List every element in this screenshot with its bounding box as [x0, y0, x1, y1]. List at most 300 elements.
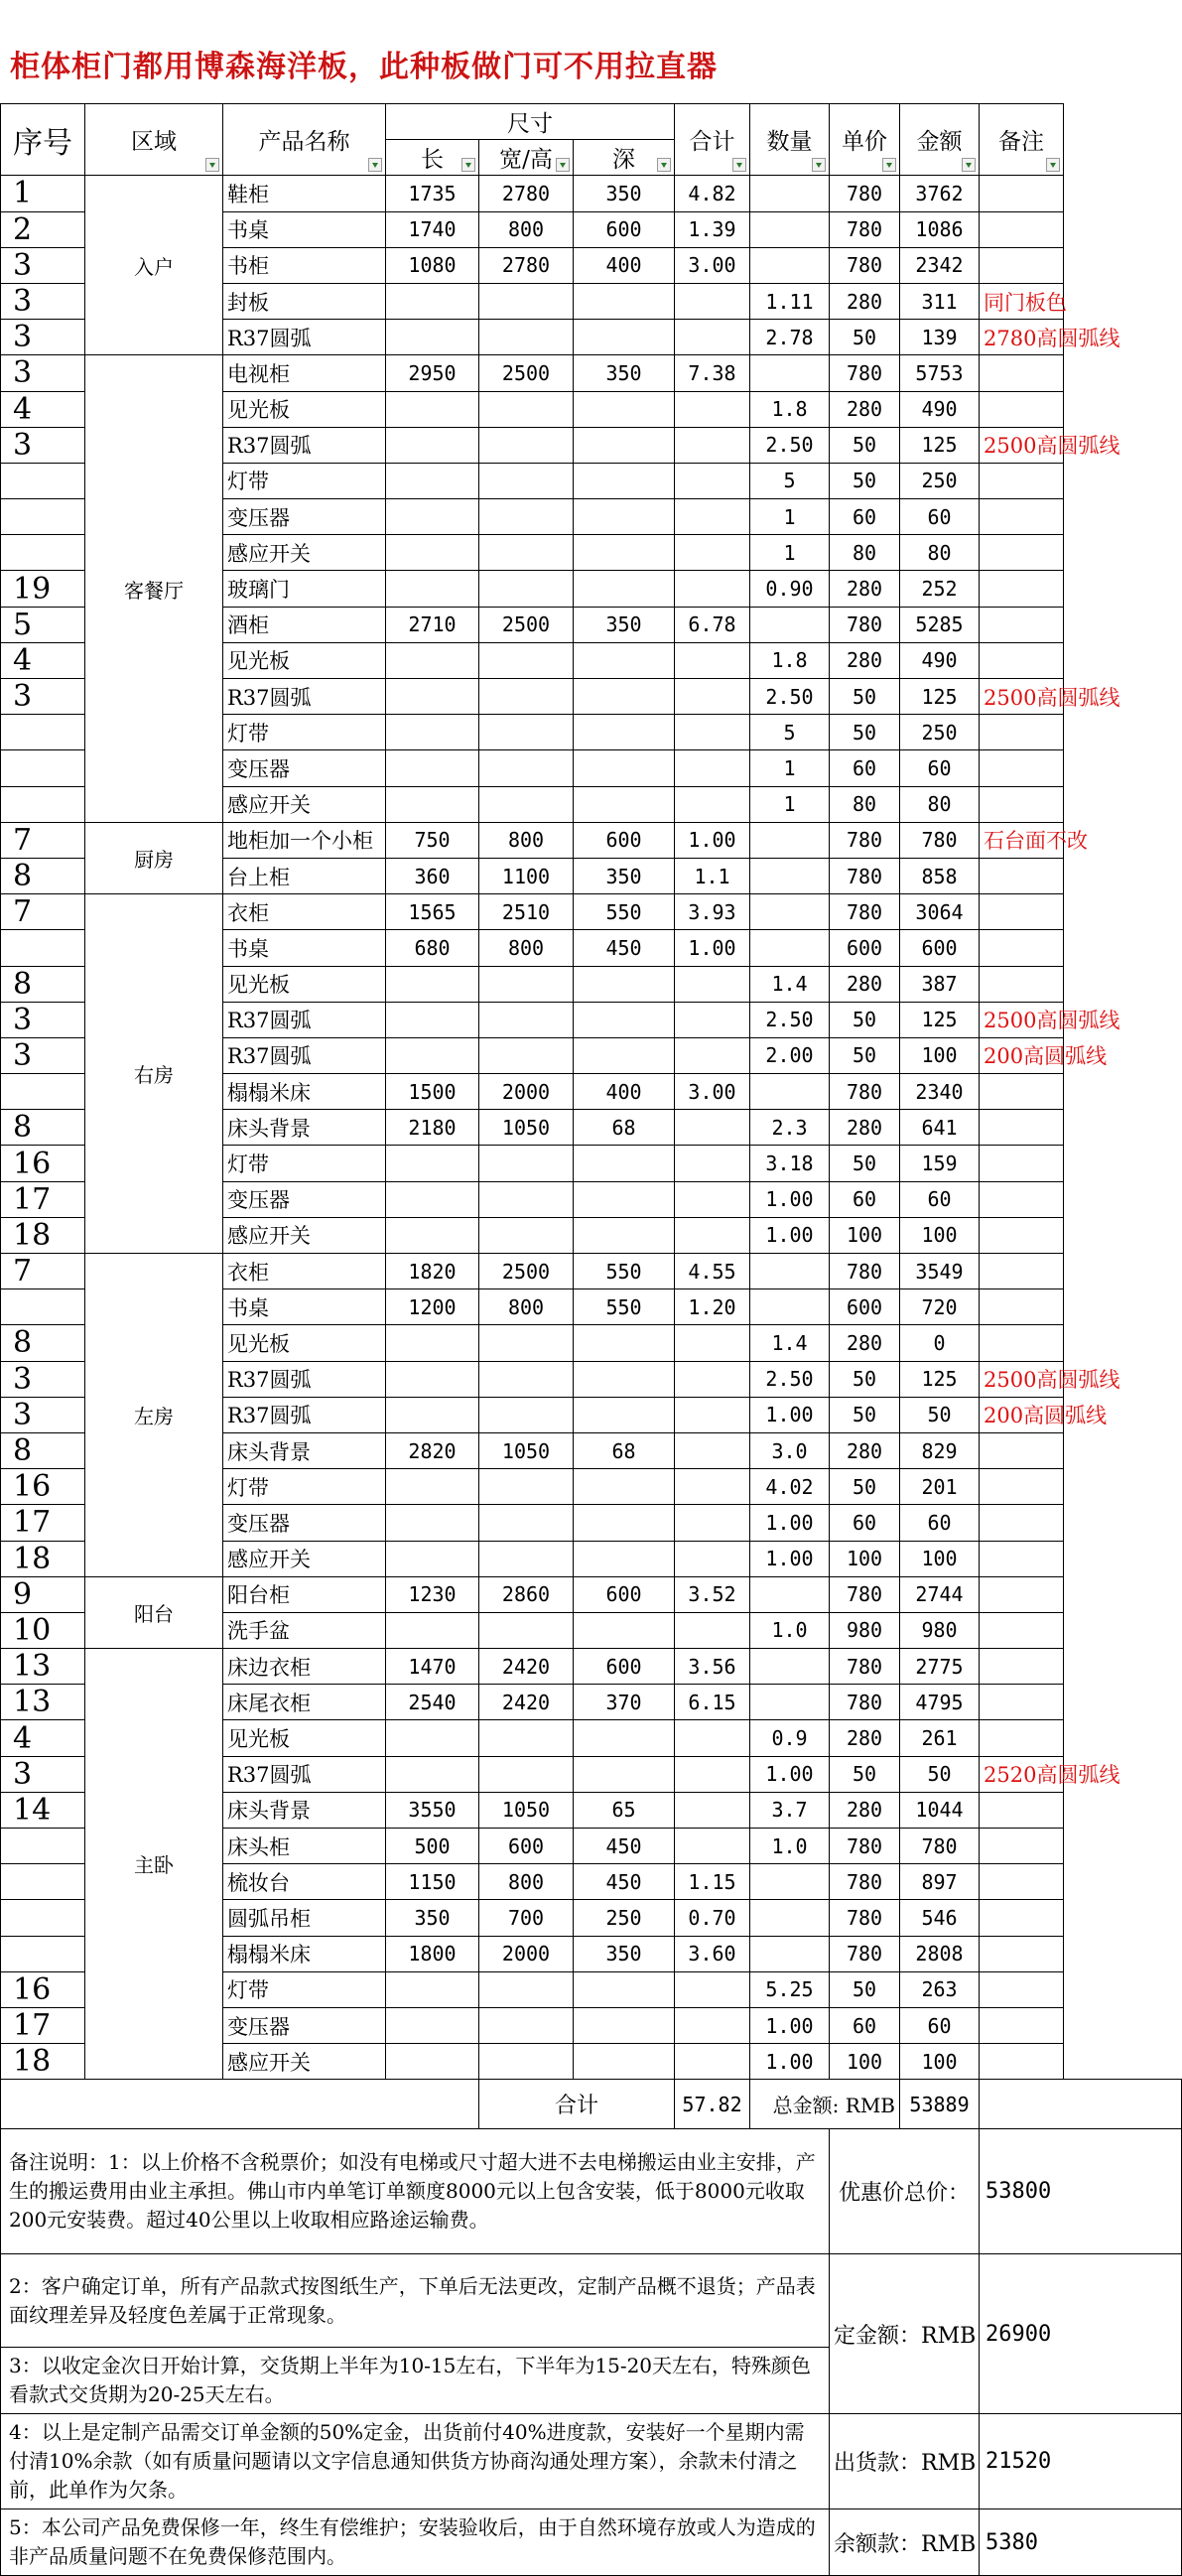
- cell-note[interactable]: 2780高圆弧线: [980, 320, 1064, 355]
- cell-total[interactable]: [675, 2007, 750, 2043]
- cell-product[interactable]: 感应开关: [223, 1541, 386, 1576]
- cell-qty[interactable]: 1.00: [750, 1217, 830, 1253]
- cell-unit-price[interactable]: 280: [830, 1720, 900, 1756]
- cell-total[interactable]: [675, 427, 750, 463]
- cell-qty[interactable]: [750, 176, 830, 211]
- cell-qty[interactable]: 1.0: [750, 1829, 830, 1864]
- cell-amount[interactable]: 100: [900, 2044, 980, 2080]
- cell-qty[interactable]: 1.00: [750, 2044, 830, 2080]
- cell-area[interactable]: 厨房: [85, 822, 223, 893]
- cell-note[interactable]: 2500高圆弧线: [980, 1361, 1064, 1397]
- cell-total[interactable]: [675, 1432, 750, 1468]
- cell-qty[interactable]: [750, 247, 830, 283]
- cell-note[interactable]: 2500高圆弧线: [980, 427, 1064, 463]
- cell-total[interactable]: [675, 1756, 750, 1792]
- cell-seq[interactable]: 7: [1, 822, 85, 858]
- cell-width-height[interactable]: [479, 499, 574, 535]
- cell-note[interactable]: [980, 247, 1064, 283]
- cell-amount[interactable]: 2808: [900, 1936, 980, 1971]
- cell-note[interactable]: [980, 1469, 1064, 1505]
- cell-seq[interactable]: [1, 1289, 85, 1325]
- cell-product[interactable]: 变压器: [223, 1181, 386, 1217]
- cell-seq[interactable]: 3: [1, 247, 85, 283]
- cell-total[interactable]: [675, 786, 750, 822]
- cell-qty[interactable]: 2.3: [750, 1110, 830, 1146]
- cell-seq[interactable]: 3: [1, 1756, 85, 1792]
- cell-total[interactable]: [675, 1397, 750, 1432]
- cell-depth[interactable]: [574, 1756, 675, 1792]
- cell-length[interactable]: [386, 786, 479, 822]
- cell-amount[interactable]: 125: [900, 427, 980, 463]
- cell-qty[interactable]: 4.02: [750, 1469, 830, 1505]
- cell-depth[interactable]: [574, 1217, 675, 1253]
- cell-note[interactable]: [980, 2044, 1064, 2080]
- cell-total[interactable]: [675, 1505, 750, 1541]
- cell-width-height[interactable]: [479, 1037, 574, 1073]
- cell-amount[interactable]: 60: [900, 2007, 980, 2043]
- cell-width-height[interactable]: [479, 1756, 574, 1792]
- cell-seq[interactable]: [1, 930, 85, 966]
- cell-total[interactable]: [675, 283, 750, 319]
- cell-product[interactable]: 灯带: [223, 1146, 386, 1181]
- cell-seq[interactable]: 3: [1, 1002, 85, 1037]
- cell-length[interactable]: 2540: [386, 1685, 479, 1720]
- cell-qty[interactable]: 1.0: [750, 1612, 830, 1648]
- cell-depth[interactable]: [574, 1361, 675, 1397]
- cell-width-height[interactable]: [479, 966, 574, 1002]
- cell-length[interactable]: 2180: [386, 1110, 479, 1146]
- cell-seq[interactable]: [1, 1829, 85, 1864]
- cell-amount[interactable]: 546: [900, 1900, 980, 1936]
- cell-depth[interactable]: 350: [574, 607, 675, 642]
- cell-length[interactable]: [386, 1505, 479, 1541]
- cell-amount[interactable]: 2340: [900, 1074, 980, 1110]
- cell-length[interactable]: 750: [386, 822, 479, 858]
- cell-depth[interactable]: [574, 391, 675, 427]
- cell-qty[interactable]: 1: [750, 535, 830, 571]
- cell-length[interactable]: [386, 1469, 479, 1505]
- cell-product[interactable]: R37圆弧: [223, 1397, 386, 1432]
- cell-depth[interactable]: 550: [574, 894, 675, 930]
- cell-amount[interactable]: 600: [900, 930, 980, 966]
- cell-width-height[interactable]: 2420: [479, 1685, 574, 1720]
- cell-product[interactable]: 见光板: [223, 642, 386, 678]
- cell-amount[interactable]: 80: [900, 535, 980, 571]
- cell-note[interactable]: [980, 1576, 1064, 1612]
- cell-product[interactable]: 床头背景: [223, 1110, 386, 1146]
- cell-depth[interactable]: 450: [574, 1864, 675, 1900]
- cell-seq[interactable]: 10: [1, 1612, 85, 1648]
- cell-note[interactable]: [980, 571, 1064, 607]
- cell-qty[interactable]: [750, 822, 830, 858]
- cell-product[interactable]: 灯带: [223, 1971, 386, 2007]
- cell-product[interactable]: 见光板: [223, 391, 386, 427]
- cell-amount[interactable]: 250: [900, 463, 980, 498]
- cell-note[interactable]: [980, 1649, 1064, 1685]
- cell-qty[interactable]: 3.0: [750, 1432, 830, 1468]
- cell-total[interactable]: [675, 1217, 750, 1253]
- cell-qty[interactable]: 1.00: [750, 1541, 830, 1576]
- cell-qty[interactable]: 5: [750, 463, 830, 498]
- cell-unit-price[interactable]: 280: [830, 1432, 900, 1468]
- cell-unit-price[interactable]: 780: [830, 822, 900, 858]
- cell-seq[interactable]: 4: [1, 1720, 85, 1756]
- cell-width-height[interactable]: 2510: [479, 894, 574, 930]
- cell-amount[interactable]: 720: [900, 1289, 980, 1325]
- cell-amount[interactable]: 387: [900, 966, 980, 1002]
- cell-width-height[interactable]: [479, 1002, 574, 1037]
- cell-note[interactable]: 2500高圆弧线: [980, 1002, 1064, 1037]
- cell-qty[interactable]: 1.00: [750, 1181, 830, 1217]
- cell-product[interactable]: 鞋柜: [223, 176, 386, 211]
- cell-amount[interactable]: 490: [900, 391, 980, 427]
- cell-unit-price[interactable]: 50: [830, 320, 900, 355]
- cell-area[interactable]: 客餐厅: [85, 355, 223, 822]
- cell-total[interactable]: 3.52: [675, 1576, 750, 1612]
- cell-total[interactable]: 1.00: [675, 822, 750, 858]
- cell-seq[interactable]: 8: [1, 1432, 85, 1468]
- cell-seq[interactable]: [1, 1936, 85, 1971]
- cell-width-height[interactable]: 800: [479, 930, 574, 966]
- cell-product[interactable]: 床头背景: [223, 1432, 386, 1468]
- cell-length[interactable]: 1470: [386, 1649, 479, 1685]
- cell-amount[interactable]: 261: [900, 1720, 980, 1756]
- cell-amount[interactable]: 897: [900, 1864, 980, 1900]
- cell-product[interactable]: 床头柜: [223, 1829, 386, 1864]
- cell-unit-price[interactable]: 50: [830, 715, 900, 750]
- cell-amount[interactable]: 250: [900, 715, 980, 750]
- cell-length[interactable]: 2710: [386, 607, 479, 642]
- cell-amount[interactable]: 311: [900, 283, 980, 319]
- cell-length[interactable]: 1820: [386, 1254, 479, 1289]
- cell-amount[interactable]: 80: [900, 786, 980, 822]
- cell-depth[interactable]: 370: [574, 1685, 675, 1720]
- cell-seq[interactable]: [1, 715, 85, 750]
- cell-seq[interactable]: 14: [1, 1792, 85, 1828]
- cell-amount[interactable]: 980: [900, 1612, 980, 1648]
- cell-seq[interactable]: [1, 1864, 85, 1900]
- cell-note[interactable]: [980, 1900, 1064, 1936]
- cell-unit-price[interactable]: 50: [830, 1002, 900, 1037]
- cell-width-height[interactable]: [479, 391, 574, 427]
- cell-width-height[interactable]: 800: [479, 211, 574, 247]
- cell-seq[interactable]: 8: [1, 966, 85, 1002]
- cell-seq[interactable]: 9: [1, 1576, 85, 1612]
- cell-product[interactable]: 灯带: [223, 1469, 386, 1505]
- cell-unit-price[interactable]: 280: [830, 1325, 900, 1361]
- cell-width-height[interactable]: 2000: [479, 1936, 574, 1971]
- cell-length[interactable]: 1080: [386, 247, 479, 283]
- cell-product[interactable]: 阳台柜: [223, 1576, 386, 1612]
- cell-length[interactable]: [386, 2044, 479, 2080]
- cell-length[interactable]: [386, 1397, 479, 1432]
- cell-product[interactable]: 榻榻米床: [223, 1074, 386, 1110]
- cell-unit-price[interactable]: 780: [830, 1685, 900, 1720]
- cell-width-height[interactable]: 800: [479, 1864, 574, 1900]
- cell-total[interactable]: [675, 1720, 750, 1756]
- cell-seq[interactable]: 18: [1, 1541, 85, 1576]
- cell-width-height[interactable]: [479, 463, 574, 498]
- cell-qty[interactable]: 1.00: [750, 2007, 830, 2043]
- cell-seq[interactable]: 5: [1, 607, 85, 642]
- cell-product[interactable]: 变压器: [223, 1505, 386, 1541]
- cell-qty[interactable]: [750, 1936, 830, 1971]
- cell-amount[interactable]: 125: [900, 679, 980, 715]
- cell-unit-price[interactable]: 50: [830, 427, 900, 463]
- cell-depth[interactable]: [574, 320, 675, 355]
- cell-width-height[interactable]: [479, 750, 574, 786]
- cell-length[interactable]: [386, 715, 479, 750]
- cell-amount[interactable]: 1086: [900, 211, 980, 247]
- cell-seq[interactable]: 13: [1, 1685, 85, 1720]
- cell-length[interactable]: 2820: [386, 1432, 479, 1468]
- cell-length[interactable]: [386, 1971, 479, 2007]
- cell-unit-price[interactable]: 980: [830, 1612, 900, 1648]
- cell-width-height[interactable]: 1050: [479, 1432, 574, 1468]
- cell-amount[interactable]: 125: [900, 1002, 980, 1037]
- cell-amount[interactable]: 1044: [900, 1792, 980, 1828]
- cell-note[interactable]: [980, 750, 1064, 786]
- cell-amount[interactable]: 3064: [900, 894, 980, 930]
- cell-qty[interactable]: 3.18: [750, 1146, 830, 1181]
- cell-width-height[interactable]: [479, 679, 574, 715]
- cell-product[interactable]: 梳妆台: [223, 1864, 386, 1900]
- cell-length[interactable]: 1565: [386, 894, 479, 930]
- cell-total[interactable]: [675, 320, 750, 355]
- cell-qty[interactable]: [750, 607, 830, 642]
- cell-product[interactable]: 地柜加一个小柜: [223, 822, 386, 858]
- cell-depth[interactable]: [574, 715, 675, 750]
- cell-total[interactable]: [675, 463, 750, 498]
- cell-length[interactable]: [386, 1361, 479, 1397]
- cell-unit-price[interactable]: 50: [830, 679, 900, 715]
- cell-unit-price[interactable]: 280: [830, 1110, 900, 1146]
- cell-length[interactable]: 1800: [386, 1936, 479, 1971]
- cell-total[interactable]: 4.55: [675, 1254, 750, 1289]
- cell-qty[interactable]: 0.9: [750, 1720, 830, 1756]
- cell-product[interactable]: 感应开关: [223, 535, 386, 571]
- cell-amount[interactable]: 858: [900, 858, 980, 893]
- cell-width-height[interactable]: 800: [479, 1289, 574, 1325]
- cell-amount[interactable]: 2744: [900, 1576, 980, 1612]
- filter-dropdown-icon[interactable]: [368, 158, 382, 172]
- cell-depth[interactable]: 450: [574, 1829, 675, 1864]
- cell-seq[interactable]: 3: [1, 679, 85, 715]
- cell-depth[interactable]: 350: [574, 858, 675, 893]
- cell-product[interactable]: 衣柜: [223, 894, 386, 930]
- cell-product[interactable]: 电视柜: [223, 355, 386, 391]
- cell-depth[interactable]: [574, 283, 675, 319]
- cell-width-height[interactable]: [479, 1612, 574, 1648]
- cell-depth[interactable]: [574, 1325, 675, 1361]
- cell-length[interactable]: 1200: [386, 1289, 479, 1325]
- cell-seq[interactable]: [1, 1900, 85, 1936]
- cell-qty[interactable]: [750, 1864, 830, 1900]
- cell-depth[interactable]: 68: [574, 1110, 675, 1146]
- cell-note[interactable]: [980, 786, 1064, 822]
- cell-unit-price[interactable]: 60: [830, 499, 900, 535]
- cell-depth[interactable]: [574, 463, 675, 498]
- cell-total[interactable]: 3.56: [675, 1649, 750, 1685]
- cell-width-height[interactable]: [479, 571, 574, 607]
- cell-length[interactable]: [386, 1002, 479, 1037]
- cell-width-height[interactable]: [479, 715, 574, 750]
- cell-depth[interactable]: [574, 1505, 675, 1541]
- cell-length[interactable]: [386, 535, 479, 571]
- cell-depth[interactable]: [574, 1971, 675, 2007]
- cell-product[interactable]: 变压器: [223, 750, 386, 786]
- cell-unit-price[interactable]: 50: [830, 1146, 900, 1181]
- cell-unit-price[interactable]: 280: [830, 571, 900, 607]
- cell-width-height[interactable]: 2780: [479, 247, 574, 283]
- cell-unit-price[interactable]: 100: [830, 1541, 900, 1576]
- cell-product[interactable]: 封板: [223, 283, 386, 319]
- cell-product[interactable]: 变压器: [223, 499, 386, 535]
- cell-qty[interactable]: [750, 1289, 830, 1325]
- cell-note[interactable]: 同门板色: [980, 283, 1064, 319]
- cell-note[interactable]: [980, 1217, 1064, 1253]
- cell-length[interactable]: [386, 1146, 479, 1181]
- cell-unit-price[interactable]: 50: [830, 1037, 900, 1073]
- cell-depth[interactable]: 350: [574, 355, 675, 391]
- cell-product[interactable]: 灯带: [223, 463, 386, 498]
- filter-dropdown-icon[interactable]: [461, 158, 475, 172]
- cell-depth[interactable]: 600: [574, 822, 675, 858]
- cell-qty[interactable]: 2.50: [750, 1361, 830, 1397]
- cell-unit-price[interactable]: 280: [830, 966, 900, 1002]
- cell-depth[interactable]: 350: [574, 1936, 675, 1971]
- cell-width-height[interactable]: [479, 642, 574, 678]
- cell-unit-price[interactable]: 780: [830, 1074, 900, 1110]
- cell-length[interactable]: [386, 499, 479, 535]
- cell-product[interactable]: R37圆弧: [223, 1756, 386, 1792]
- cell-depth[interactable]: [574, 2007, 675, 2043]
- cell-total[interactable]: [675, 1612, 750, 1648]
- cell-qty[interactable]: 1: [750, 786, 830, 822]
- cell-qty[interactable]: [750, 1649, 830, 1685]
- cell-depth[interactable]: 600: [574, 211, 675, 247]
- cell-depth[interactable]: 65: [574, 1792, 675, 1828]
- cell-qty[interactable]: [750, 894, 830, 930]
- cell-note[interactable]: [980, 1612, 1064, 1648]
- cell-depth[interactable]: [574, 1469, 675, 1505]
- cell-seq[interactable]: 19: [1, 571, 85, 607]
- cell-note[interactable]: [980, 1325, 1064, 1361]
- cell-depth[interactable]: [574, 571, 675, 607]
- cell-length[interactable]: [386, 2007, 479, 2043]
- cell-unit-price[interactable]: 100: [830, 1217, 900, 1253]
- cell-length[interactable]: 360: [386, 858, 479, 893]
- cell-length[interactable]: [386, 1037, 479, 1073]
- cell-total[interactable]: 1.39: [675, 211, 750, 247]
- cell-product[interactable]: 书桌: [223, 930, 386, 966]
- cell-depth[interactable]: 400: [574, 247, 675, 283]
- cell-note[interactable]: [980, 2007, 1064, 2043]
- cell-note[interactable]: [980, 1541, 1064, 1576]
- cell-total[interactable]: 7.38: [675, 355, 750, 391]
- cell-area[interactable]: 主卧: [85, 1649, 223, 2080]
- cell-depth[interactable]: 550: [574, 1254, 675, 1289]
- cell-note[interactable]: [980, 930, 1064, 966]
- cell-qty[interactable]: 2.00: [750, 1037, 830, 1073]
- cell-depth[interactable]: [574, 750, 675, 786]
- cell-unit-price[interactable]: 60: [830, 1505, 900, 1541]
- cell-product[interactable]: 灯带: [223, 715, 386, 750]
- cell-seq[interactable]: 16: [1, 1469, 85, 1505]
- cell-amount[interactable]: 50: [900, 1756, 980, 1792]
- cell-unit-price[interactable]: 80: [830, 786, 900, 822]
- cell-seq[interactable]: 8: [1, 1110, 85, 1146]
- cell-unit-price[interactable]: 780: [830, 894, 900, 930]
- cell-qty[interactable]: 5: [750, 715, 830, 750]
- cell-depth[interactable]: 600: [574, 1649, 675, 1685]
- cell-width-height[interactable]: [479, 1361, 574, 1397]
- cell-note[interactable]: [980, 1432, 1064, 1468]
- cell-width-height[interactable]: [479, 1971, 574, 2007]
- cell-total[interactable]: [675, 715, 750, 750]
- cell-seq[interactable]: 18: [1, 2044, 85, 2080]
- cell-length[interactable]: [386, 463, 479, 498]
- cell-total[interactable]: [675, 642, 750, 678]
- cell-note[interactable]: [980, 858, 1064, 893]
- cell-total[interactable]: [675, 1361, 750, 1397]
- cell-width-height[interactable]: [479, 1217, 574, 1253]
- cell-qty[interactable]: [750, 930, 830, 966]
- cell-length[interactable]: [386, 679, 479, 715]
- cell-area[interactable]: 左房: [85, 1254, 223, 1577]
- cell-depth[interactable]: 600: [574, 1576, 675, 1612]
- cell-length[interactable]: 500: [386, 1829, 479, 1864]
- cell-qty[interactable]: [750, 1254, 830, 1289]
- cell-amount[interactable]: 139: [900, 320, 980, 355]
- cell-seq[interactable]: 8: [1, 858, 85, 893]
- cell-product[interactable]: 变压器: [223, 2007, 386, 2043]
- cell-product[interactable]: 酒柜: [223, 607, 386, 642]
- cell-amount[interactable]: 100: [900, 1217, 980, 1253]
- cell-product[interactable]: 见光板: [223, 1325, 386, 1361]
- cell-product[interactable]: R37圆弧: [223, 1002, 386, 1037]
- cell-depth[interactable]: [574, 535, 675, 571]
- cell-length[interactable]: [386, 1612, 479, 1648]
- cell-width-height[interactable]: [479, 2044, 574, 2080]
- cell-length[interactable]: [386, 1217, 479, 1253]
- cell-product[interactable]: R37圆弧: [223, 427, 386, 463]
- cell-amount[interactable]: 159: [900, 1146, 980, 1181]
- cell-product[interactable]: 感应开关: [223, 2044, 386, 2080]
- cell-length[interactable]: [386, 283, 479, 319]
- cell-qty[interactable]: 1.00: [750, 1756, 830, 1792]
- cell-unit-price[interactable]: 60: [830, 750, 900, 786]
- cell-seq[interactable]: 1: [1, 176, 85, 211]
- cell-seq[interactable]: 3: [1, 1361, 85, 1397]
- cell-seq[interactable]: 16: [1, 1971, 85, 2007]
- cell-qty[interactable]: 1.00: [750, 1397, 830, 1432]
- cell-depth[interactable]: 250: [574, 1900, 675, 1936]
- cell-unit-price[interactable]: 50: [830, 1971, 900, 2007]
- cell-product[interactable]: 台上柜: [223, 858, 386, 893]
- cell-total[interactable]: [675, 2044, 750, 2080]
- cell-area[interactable]: 阳台: [85, 1576, 223, 1648]
- cell-note[interactable]: [980, 1971, 1064, 2007]
- cell-amount[interactable]: 60: [900, 1505, 980, 1541]
- cell-seq[interactable]: 4: [1, 391, 85, 427]
- cell-depth[interactable]: [574, 2044, 675, 2080]
- cell-qty[interactable]: 2.50: [750, 679, 830, 715]
- cell-product[interactable]: 感应开关: [223, 1217, 386, 1253]
- cell-total[interactable]: [675, 966, 750, 1002]
- cell-width-height[interactable]: 1050: [479, 1792, 574, 1828]
- filter-dropdown-icon[interactable]: [657, 158, 671, 172]
